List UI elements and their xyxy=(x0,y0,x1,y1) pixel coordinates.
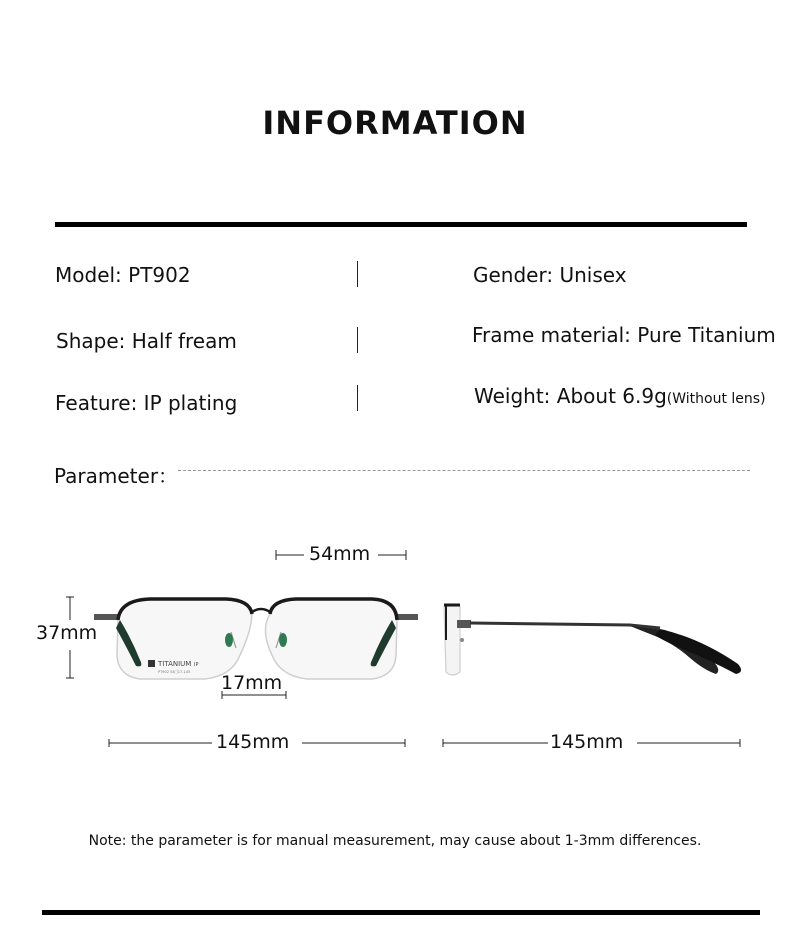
glasses-side-view xyxy=(444,605,741,675)
column-divider xyxy=(357,385,358,411)
gender-spec: Gender: Unisex xyxy=(473,263,627,287)
frame-width-label: 145mm xyxy=(216,731,290,753)
titanium-logo-mark xyxy=(148,660,155,667)
measurement-note: Note: the parameter is for manual measurement, may cause about 1-3mm differences. xyxy=(88,833,702,849)
lens-height-label: 37mm xyxy=(36,622,98,644)
weight-note: (Without lens) xyxy=(666,391,766,407)
weight-value: Weight: About 6.9g xyxy=(474,384,667,408)
frame-material-spec: Frame material: Pure Titanium xyxy=(472,323,776,347)
bridge xyxy=(252,609,270,612)
bridge-label: 17mm xyxy=(221,672,283,694)
left-hinge xyxy=(94,614,118,620)
feature-spec: Feature: IP plating xyxy=(55,391,238,415)
column-divider xyxy=(357,261,358,287)
parameter-label: Parameter： xyxy=(54,464,179,488)
parameter-dashed-line xyxy=(178,470,750,471)
lens-width-label: 54mm xyxy=(309,543,371,565)
temple-length-label: 145mm xyxy=(550,731,624,753)
column-divider xyxy=(357,327,358,353)
weight-spec xyxy=(474,384,766,408)
left-nose-pad xyxy=(225,633,233,647)
temple-arm xyxy=(470,623,660,628)
right-nose-pad xyxy=(279,633,287,647)
temple-model-code: PT902 54□17-145 xyxy=(158,670,191,674)
page-title: INFORMATION xyxy=(262,104,528,142)
divider-top xyxy=(55,222,747,227)
side-nose-pad xyxy=(460,638,464,642)
temple-brand: TITANIUM xyxy=(158,660,192,668)
divider-bottom xyxy=(42,910,760,915)
temple-suffix: IP xyxy=(194,662,199,668)
side-hinge xyxy=(457,620,471,628)
glasses-diagram xyxy=(0,530,790,770)
temple-tip xyxy=(655,629,741,674)
model-spec: Model: PT902 xyxy=(55,263,191,287)
shape-spec: Shape: Half fream xyxy=(56,329,237,353)
glasses-front-view xyxy=(94,599,418,679)
